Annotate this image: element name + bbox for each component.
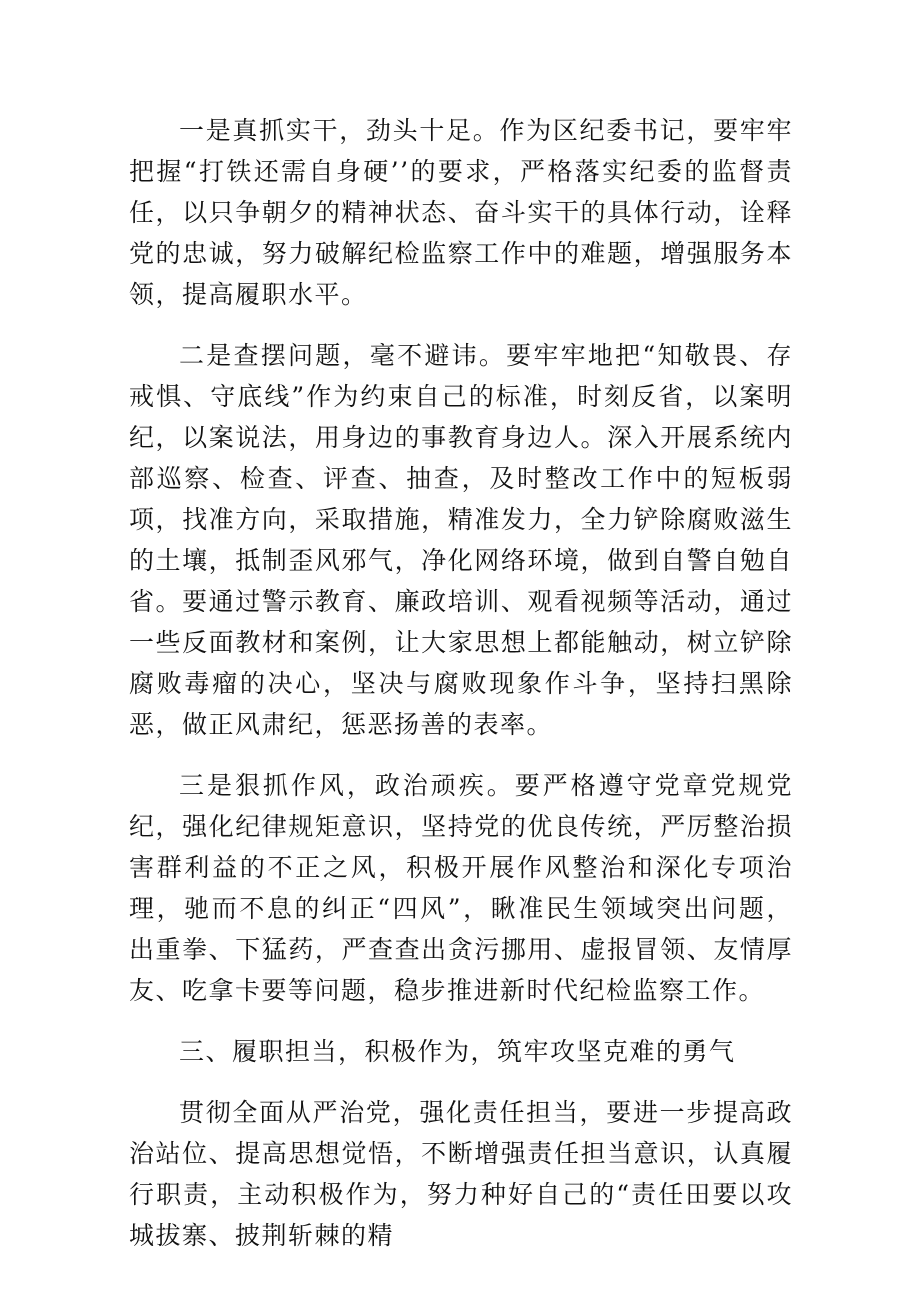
paragraph-three: 三是狠抓作风，政治顽疾。要严格遵守党章党规党纪，强化纪律规矩意识，坚持党的优良传统，严厉整治损害群利益的不正之风，积极开展作风整治和深化专项治理，驰而不息的纠正“四风”，瞅准民生领域突出问题，出重拳、下猛药，严查查出贪污挪用、虚报冒领、友情厚友、吃拿卡要等问题，稳步推进新时代纪检监察工作。 — [129, 771, 793, 1005]
paragraph-two: 二是查摆问题，毫不避讳。要牢牢地把“知敬畏、存戒惧、守底线”作为约束自己的标准，时刻反省，以案明纪，以案说法，用身边的事教育身边人。深入开展系统内部巡察、检查、评查、抽查，及时整改工作中的短板弱项，找准方向，采取措施，精准发力，全力铲除腐败滋生的土壤，抵制歪风邪气，净化网络环境，做到自警自勉自省。要通过警示教育、廉政培训、观看视频等活动，通过一些反面教材和案例，让大家思想上都能触动，树立铲除腐败毒瘤的决心，坚决与腐败现象作斗争，坚持扫黑除恶，做正风肃纪，惩恶扬善的表率。 — [129, 341, 793, 739]
closing-paragraph: 贯彻全面从严治党，强化责任担当，要进一步提高政治站位、提高思想觉悟，不断增强责任担当意识，认真履行职责，主动积极作为，努力种好自己的“责任田要以攻城拔寨、披荆斩棘的精 — [129, 1098, 793, 1250]
paragraph-one: 一是真抓实干，劲头十足。作为区纪委书记，要牢牢把握“打铁还需自身硬’’的要求，严格落实纪委的监督责任，以只争朝夕的精神状态、奋斗实干的具体行动，诠释党的忠诚，努力破解纪检监察工作中的难题，增强服务本领，提高履职水平。 — [129, 116, 793, 309]
document-body — [129, 110, 793, 1276]
section-heading: 三、履职担当，积极作为，筑牢攻坚克难的勇气 — [179, 1037, 736, 1066]
